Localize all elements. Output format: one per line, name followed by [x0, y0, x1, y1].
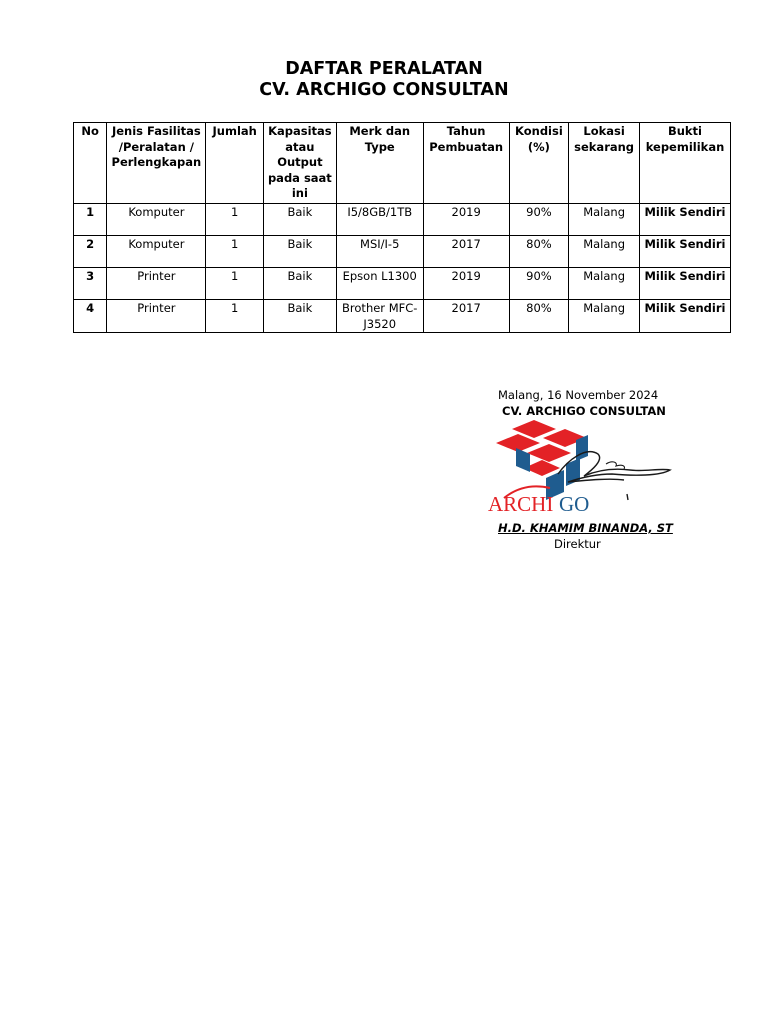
header-no: No	[74, 123, 107, 204]
cell-no: 4	[74, 300, 107, 333]
header-kondisi: Kondisi (%)	[509, 123, 569, 204]
document-title	[0, 59, 768, 101]
header-bukti: Bukti kepemilikan	[639, 123, 730, 204]
header-kapasitas: Kapasitas atau Output pada saat ini	[264, 123, 337, 204]
place-date: Malang, 16 November 2024	[498, 388, 659, 402]
cell-lokasi: Malang	[569, 300, 640, 333]
header-jenis: Jenis Fasilitas /Peralatan / Perlengkapan	[107, 123, 206, 204]
header-jumlah: Jumlah	[206, 123, 264, 204]
cell-kapasitas: Baik	[264, 268, 337, 300]
cell-tahun: 2017	[423, 236, 509, 268]
cell-merk: Epson L1300	[336, 268, 423, 300]
cell-kapasitas: Baik	[264, 204, 337, 236]
cell-jenis: Komputer	[107, 236, 206, 268]
equipment-table	[73, 122, 731, 333]
cell-tahun: 2017	[423, 300, 509, 333]
cell-kondisi: 80%	[509, 236, 569, 268]
cell-jumlah: 1	[206, 204, 264, 236]
cell-no: 2	[74, 236, 107, 268]
signer-name: H.D. KHAMIM BINANDA, ST	[498, 521, 673, 535]
cell-merk: Brother MFC-J3520	[336, 300, 423, 333]
signature-scribble	[606, 462, 625, 469]
cell-bukti: Milik Sendiri	[639, 236, 730, 268]
cell-lokasi: Malang	[569, 204, 640, 236]
cell-jumlah: 1	[206, 236, 264, 268]
cell-tahun: 2019	[423, 204, 509, 236]
company-logo-with-signature	[484, 416, 674, 516]
signature-company: CV. ARCHIGO CONSULTAN	[502, 404, 666, 418]
cell-bukti: Milik Sendiri	[639, 204, 730, 236]
cell-kapasitas: Baik	[264, 236, 337, 268]
title-line-2: CV. ARCHIGO CONSULTAN	[259, 80, 509, 100]
logo-wordmark-red: ARCHI	[488, 492, 554, 516]
cell-kondisi: 90%	[509, 268, 569, 300]
cell-jenis: Printer	[107, 300, 206, 333]
cell-merk: I5/8GB/1TB	[336, 204, 423, 236]
cell-jumlah: 1	[206, 268, 264, 300]
logo-wordmark-blue: GO	[559, 492, 590, 516]
cell-no: 1	[74, 204, 107, 236]
cell-bukti: Milik Sendiri	[639, 268, 730, 300]
cell-kondisi: 90%	[509, 204, 569, 236]
signature-tick	[627, 494, 628, 500]
title-line-1: DAFTAR PERALATAN	[285, 59, 483, 79]
logo-blue-block	[516, 448, 530, 472]
cell-merk: MSI/I-5	[336, 236, 423, 268]
cell-kondisi: 80%	[509, 300, 569, 333]
cell-lokasi: Malang	[569, 236, 640, 268]
header-merk: Merk dan Type	[336, 123, 423, 204]
cell-jenis: Komputer	[107, 204, 206, 236]
table-row	[74, 236, 731, 268]
cell-jumlah: 1	[206, 300, 264, 333]
signer-role: Direktur	[554, 537, 601, 551]
table-header-row	[74, 123, 731, 204]
cell-no: 3	[74, 268, 107, 300]
table-row	[74, 268, 731, 300]
table-row	[74, 300, 731, 333]
cell-lokasi: Malang	[569, 268, 640, 300]
cell-bukti: Milik Sendiri	[639, 300, 730, 333]
cell-kapasitas: Baik	[264, 300, 337, 333]
header-tahun: Tahun Pembuatan	[423, 123, 509, 204]
header-lokasi: Lokasi sekarang	[569, 123, 640, 204]
cell-jenis: Printer	[107, 268, 206, 300]
cell-tahun: 2019	[423, 268, 509, 300]
table-row	[74, 204, 731, 236]
